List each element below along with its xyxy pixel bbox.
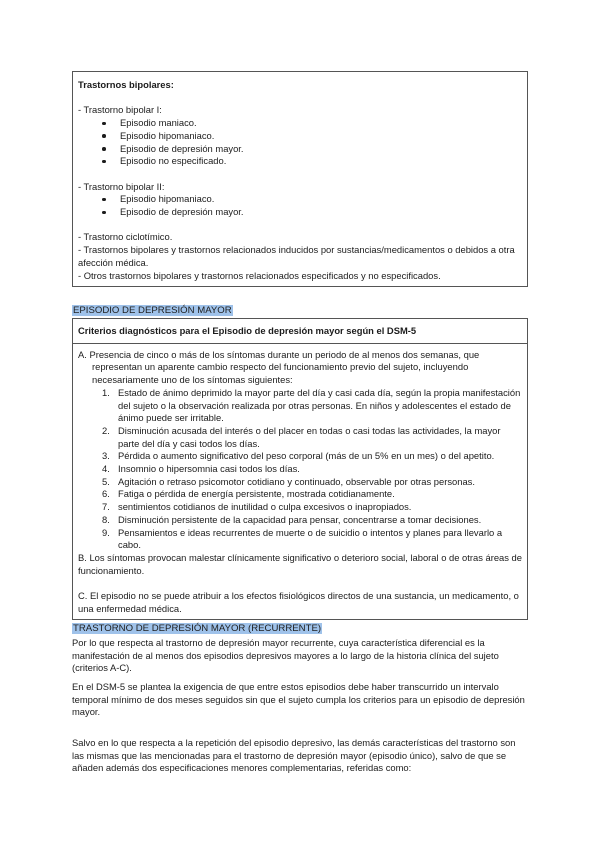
bipolar-2-item: Episodio de depresión mayor.	[78, 206, 522, 219]
symptom-item: 8. Disminución persistente de la capacidad para pensar, concentrarse a tomar decisiones.	[102, 513, 482, 525]
section-heading-recurrent	[72, 623, 322, 635]
bipolar-2-item: Episodio hipomaniaco.	[78, 193, 522, 206]
bipolar-1-item: Episodio de depresión mayor.	[78, 143, 522, 156]
section-heading-depression-episode	[72, 305, 233, 317]
bipolar-2-label: - Trastorno bipolar II:	[78, 180, 165, 192]
symptom-item: 5. Agitación o retraso psicomotor cotidiano y continuado, observable por otras personas.	[102, 475, 475, 487]
criterion-a-first-line: A. Presencia de cinco o más de los síntomas durante un periodo de al menos dos semanas, que	[78, 348, 480, 360]
recurrent-paragraph-3: Salvo en lo que respecta a la repetición del episodio depresivo, las demás características del trastorno son las mismas que las mencionadas para el trastorno de depresión mayor (episodio único), salvo de que se añaden además dos especificaciones menores complementarias, referidas como:	[72, 737, 516, 774]
bipolar-1-item: Episodio maniaco.	[78, 117, 522, 130]
symptom-item: 3. Pérdida o aumento significativo del peso corporal (más de un 5% en un mes) o del apetito.	[102, 450, 495, 462]
bipolar-line: - Trastornos bipolares y trastornos relacionados inducidos por sustancias/medicamentos o debidos a otra afección médica.	[78, 244, 515, 268]
bipolar-line: - Trastorno ciclotímico.	[78, 231, 173, 243]
recurrent-paragraph-1: Por lo que respecta al trastorno de depresión mayor recurrente, cuya característica diferencial es la manifestación de al menos dos episodios depresivos mayores a lo largo de la historia clínica del sujeto (criterios A-C).	[72, 637, 499, 674]
symptom-item: 4. Insomnio o hipersomnia casi todos los días.	[102, 463, 300, 475]
bipolar-1-label: - Trastorno bipolar I:	[78, 104, 162, 116]
symptom-item: 1. Estado de ánimo deprimido la mayor parte del día y casi cada día, según la propia manifestación del sujeto o la observación realizada por otras personas. En niños y adolescentes el estado de ánimo puede ser irritable.	[102, 386, 521, 424]
criterion-b: B. Los síntomas provocan malestar clínicamente significativo o deterioro social, laboral o de otras áreas de funcionamiento.	[78, 551, 522, 576]
bipolar-box-title: Trastornos bipolares:	[78, 79, 174, 90]
section-heading-text: EPISODIO DE DEPRESIÓN MAYOR	[73, 305, 232, 316]
symptom-item: 9. Pensamientos e ideas recurrentes de muerte o de suicidio o intentos y planes para llevarlo a cabo.	[102, 526, 503, 551]
criterion-c: C. El episodio no se puede atribuir a los efectos fisiológicos directos de una sustancia, un medicamento, o una enfermedad médica.	[78, 590, 519, 614]
bipolar-1-item: Episodio hipomaniaco.	[78, 130, 522, 143]
bipolar-line: - Otros trastornos bipolares y trastornos relacionados especificados y no especificados.	[78, 269, 441, 281]
criteria-box	[72, 318, 528, 620]
bipolar-disorders-box	[72, 71, 528, 287]
recurrent-paragraph-2: En el DSM-5 se plantea la exigencia de que entre estos episodios debe haber transcurrido un intervalo temporal mínimo de dos meses seguidos sin que el sujeto cumpla los criterios para un episodio de depresión mayor.	[72, 681, 525, 718]
criterion-a-rest: representan un aparente cambio respecto del funcionamiento previo del sujeto, incluyendo necesariamente uno de los síntomas siguientes:	[92, 361, 469, 386]
symptom-item: 2. Disminución acusada del interés o del placer en todas o casi todas las actividades, la mayor parte del día y casi todos los días.	[102, 424, 501, 449]
criteria-header: Criterios diagnósticos para el Episodio de depresión mayor según el DSM-5	[73, 319, 527, 344]
symptom-item: 7. sentimientos cotidianos de inutilidad o culpa excesivos o inapropiados.	[102, 501, 412, 513]
bipolar-1-item: Episodio no especificado.	[78, 155, 522, 168]
criteria-body	[73, 344, 527, 620]
symptom-item: 6. Fatiga o pérdida de energía persistente, mostrada cotidianamente.	[102, 488, 395, 500]
section-heading-text: TRASTORNO DE DEPRESIÓN MAYOR (RECURRENTE)	[73, 623, 322, 634]
